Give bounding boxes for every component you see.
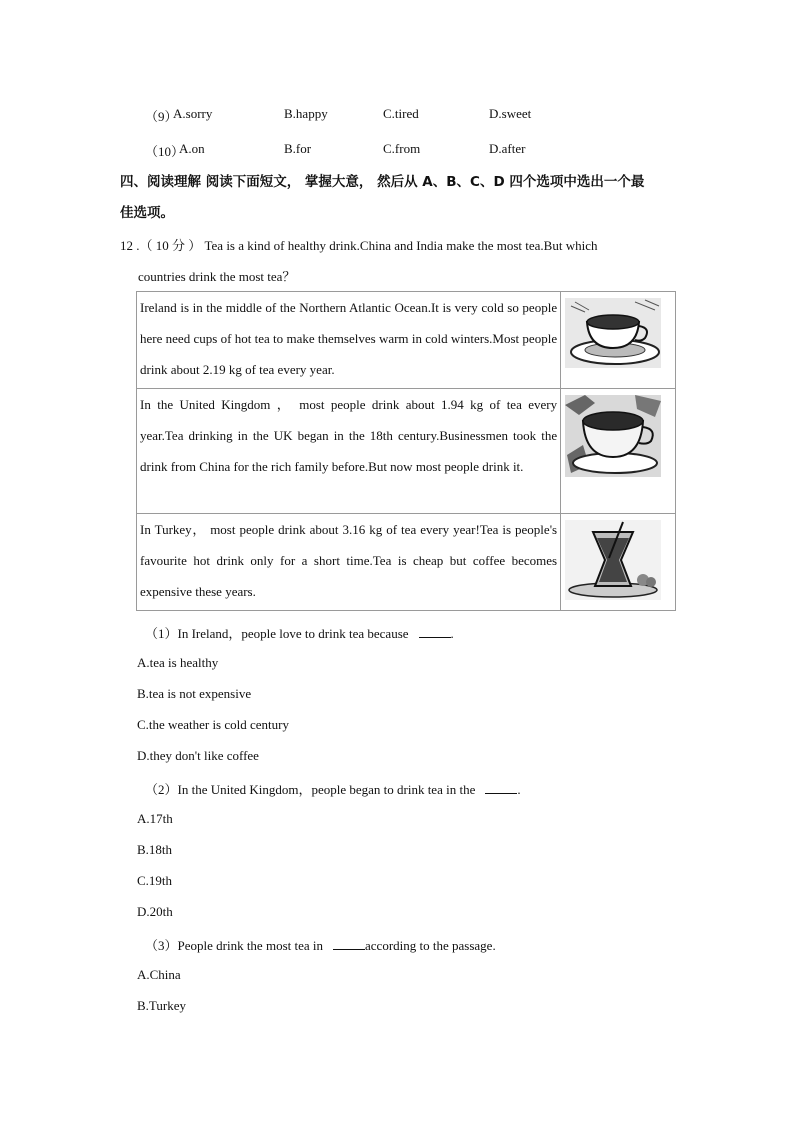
- choice-1c[interactable]: C.the weather is cold century: [137, 717, 289, 732]
- section-heading: [120, 167, 676, 229]
- option-d[interactable]: D.sweet: [489, 106, 532, 121]
- sub-question-suffix: according to the passage.: [365, 938, 496, 953]
- option-number: （9）: [145, 109, 178, 124]
- sub-question-3: [145, 935, 496, 954]
- choice-2b[interactable]: B.18th: [137, 842, 173, 857]
- sub-question-suffix: .: [450, 626, 454, 641]
- passage-text: In Turkey， most people drink about 3.16 kg of tea every year!Tea is people's favourite hot drink only for a short time.Tea is cheap but coffee becomes expensive these years.: [137, 514, 561, 611]
- answer-blank[interactable]: [485, 783, 517, 794]
- sub-question-1: [145, 623, 454, 642]
- option-b[interactable]: B.happy: [284, 106, 328, 121]
- option-number: （10）: [145, 144, 185, 159]
- choice-2a[interactable]: A.17th: [137, 811, 173, 826]
- turkish-tea-glass-image: [565, 520, 661, 600]
- passage-table: [136, 291, 676, 611]
- answer-blank[interactable]: [333, 939, 365, 950]
- passage-image-cell: [561, 292, 676, 389]
- choice-1d[interactable]: D.they don't like coffee: [137, 748, 259, 763]
- sub-question-prompt: （2）In the United Kingdom，people began to drink tea in the: [145, 782, 476, 797]
- passage-text: In the United Kingdom ， most people drink about 1.94 kg of tea every year.Tea drinking in the UK began in the 18th century.Businessmen took the drink from China for the rich family before.But now most people drink it.: [137, 389, 561, 514]
- section-heading-line1: 四、阅读理解 阅读下面短文， 掌握大意， 然后从 A、B、C、D 四个选项中选出一个最: [120, 174, 645, 190]
- passage-image-cell: [561, 389, 676, 514]
- passage-row-united-kingdom: [137, 389, 676, 514]
- question-stem-line1: 12 .（ 10 分 ） Tea is a kind of healthy drink.China and India make the most tea.But which: [120, 238, 598, 253]
- choice-1b[interactable]: B.tea is not expensive: [137, 686, 252, 701]
- sub-question-2: [145, 779, 521, 798]
- passage-row-turkey: [137, 514, 676, 611]
- choice-2d[interactable]: D.20th: [137, 904, 173, 919]
- sub-question-prompt: （3）People drink the most tea in: [145, 938, 324, 953]
- option-c[interactable]: C.from: [383, 141, 421, 156]
- choice-1a[interactable]: A.tea is healthy: [137, 655, 219, 670]
- passage-image-cell: [561, 514, 676, 611]
- passage-row-ireland: [137, 292, 676, 389]
- sub-question-prompt: （1）In Ireland，people love to drink tea because: [145, 626, 409, 641]
- answer-blank[interactable]: [419, 627, 451, 638]
- option-b[interactable]: B.for: [284, 141, 312, 156]
- teacup-leaves-image: [565, 395, 661, 477]
- choice-3b[interactable]: B.Turkey: [137, 998, 187, 1013]
- option-a[interactable]: A.on: [179, 141, 205, 156]
- option-c[interactable]: C.tired: [383, 106, 419, 121]
- question-stem-line2: countries drink the most tea？: [138, 269, 296, 284]
- option-d[interactable]: D.after: [489, 141, 526, 156]
- teacup-saucer-image: [565, 298, 661, 368]
- choice-3a[interactable]: A.China: [137, 967, 181, 982]
- sub-question-suffix: .: [517, 782, 521, 797]
- question-stem: [120, 230, 676, 292]
- section-heading-line2: 佳选项。: [120, 205, 174, 221]
- option-a[interactable]: A.sorry: [173, 106, 213, 121]
- choice-2c[interactable]: C.19th: [137, 873, 173, 888]
- passage-text: Ireland is in the middle of the Northern Atlantic Ocean.It is very cold so people here need cups of hot tea to make themselves warm in cold winters.Most people drink about 2.19 kg of tea every year.: [137, 292, 561, 389]
